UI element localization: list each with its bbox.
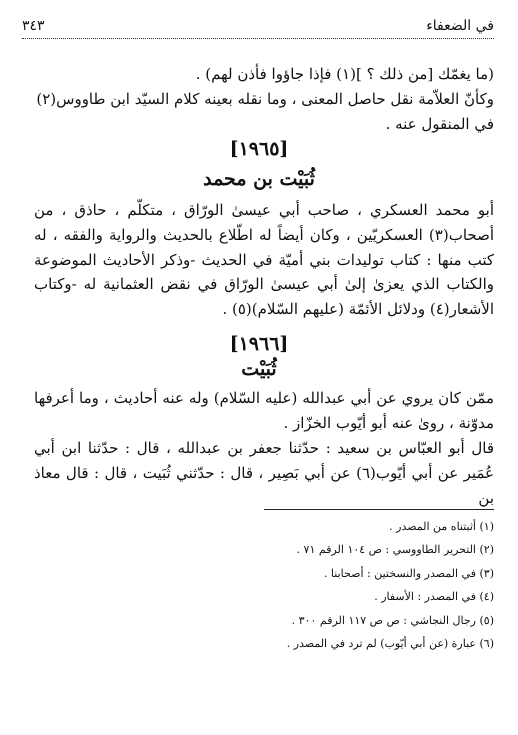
footnote-6: (٦) عبارة (عن أبي أيّوب) لم ترد في المصدر . xyxy=(286,637,494,651)
entry-paragraph-1965: أبو محمد العسكري ، صاحب أبي عيسىٰ الورّاق ، متكلّم ، حاذق ، من أصحاب(٣) العسكريّين ، وكان أيضاً له اطّلاع بالحديث والرواية والفقه ، له كتب منها : كتاب توليدات بني أميّة في الحديث -وذكر الأحاديث الموضوعة والكتاب الذي يعزىٰ إلىٰ أبي عيسىٰ الورّاق في نقض العثمانية له -وكتاب الأشعار(٤) ودلائل الأئمّة (عليهم السّلام)(٥) . xyxy=(34,201,494,319)
entry-paragraph-1966-a: ممّن كان يروي عن أبي عبدالله (عليه السّلام) وله عنه أحاديث ، وما أعرفها مدوّنة ، روىٰ عنه أبو أيّوب الخزّاز . xyxy=(34,389,494,432)
intro-block xyxy=(34,62,494,136)
running-header xyxy=(22,14,494,39)
footnote-separator xyxy=(264,509,494,510)
footnote-2: (٢) التحرير الطاووسي : ص ١٠٤ الرقم ٧١ . xyxy=(296,543,494,557)
footnote-3: (٣) في المصدر والنسختين : أصحابنا . xyxy=(323,566,494,580)
entry-paragraph-1966-b: قال أبو العبّاس بن سعيد : حدّثنا جعفر بن عبدالله ، قال : حدّثنا ابن أبي عُمَير عن أبي أيّوب(٦) عن أبي بَصِير ، قال : حدّثني ثُبَيت ، قال : قال معاذ بن xyxy=(34,439,494,507)
page-number: ٣٤٣ xyxy=(22,18,45,34)
entry-number-1966: [١٩٦٦] xyxy=(229,333,289,355)
entry-title-1965: ثُبَيْت بن محمد xyxy=(203,168,315,190)
intro-line-1: (ما يغمّك [من ذلك ؟ ](١) فإذا جاؤوا فأذن لهم) . xyxy=(195,65,494,83)
entry-title-1966: ثُبَيْت xyxy=(241,358,277,380)
footnote-1: (١) أثبتناه من المصدر . xyxy=(389,520,494,533)
footnotes xyxy=(194,515,494,655)
entry-number-1965: [١٩٦٥] xyxy=(229,138,289,160)
footnote-4: (٤) في المصدر : الأسفار . xyxy=(374,590,494,604)
intro-line-3: في المنقول عنه . xyxy=(385,114,494,133)
running-title: في الضعفاء xyxy=(426,18,494,34)
intro-line-2: وكأنّ العلاّمة نقل حاصل المعنى ، وما نقله بعينه كلام السيّد ابن طاووس(٢) xyxy=(36,89,494,108)
footnote-5: (٥) رجال النجاشي : ص ص ١١٧ الرقم ٣٠٠ . xyxy=(291,613,494,627)
